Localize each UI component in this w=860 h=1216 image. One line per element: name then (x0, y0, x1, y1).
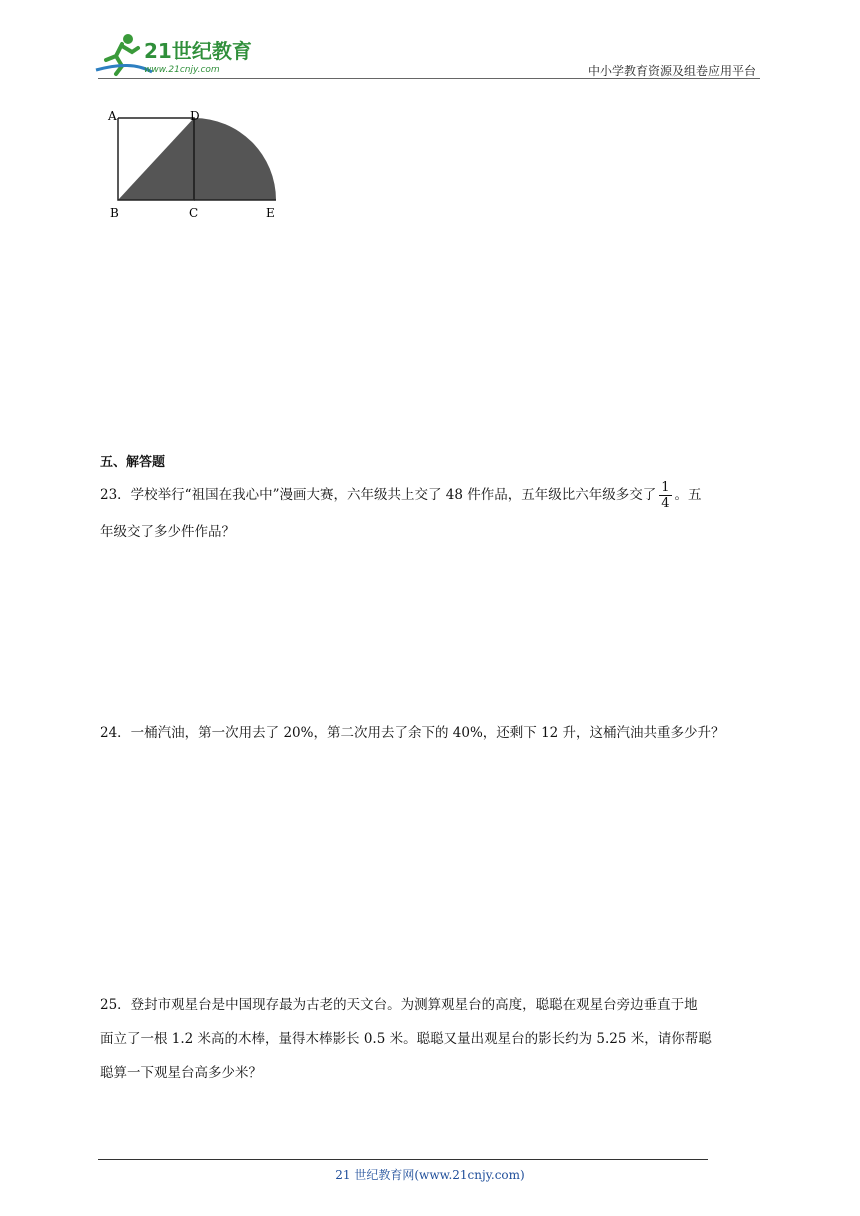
label-d: D (190, 109, 200, 123)
question-23-line2: 年级交了多少件作品？ (100, 524, 235, 540)
geometry-figure (104, 100, 284, 230)
logo-text: 21世纪教育 (144, 39, 252, 63)
label-b: B (110, 206, 119, 220)
question-23-line1 (100, 480, 702, 511)
question-25-line3: 聪算一下观星台高多少米？ (100, 1065, 262, 1081)
shaded-triangle (118, 118, 194, 200)
question-23-text-pre: 23．学校举行“祖国在我心中”漫画大赛，六年级共上交了 48 件作品，五年级比六年级多交了 (100, 487, 657, 503)
shaded-quarter-circle (194, 118, 276, 200)
header-divider (98, 78, 760, 79)
label-a: A (108, 109, 117, 123)
question-24-line1: 24．一桶汽油，第一次用去了 20%，第二次用去了余下的 40%，还剩下 12 升，这桶汽油共重多少升？ (100, 725, 725, 741)
site-logo (92, 30, 262, 78)
fraction-one-quarter (659, 480, 671, 511)
fraction-denominator: 4 (661, 496, 670, 511)
logo-url: www.21cnjy.com (144, 65, 220, 75)
section-title: 五、解答题 (100, 455, 166, 470)
page-header (0, 0, 860, 80)
question-25-line2: 面立了一根 1.2 米高的木棒，量得木棒影长 0.5 米。聪聪又量出观星台的影长约为 5.25 米，请你帮聪 (100, 1031, 712, 1047)
footer-link[interactable]: 21 世纪教育网(www.21cnjy.com) (335, 1168, 525, 1182)
question-23-text-post: 。五 (674, 487, 702, 503)
logo-head (123, 34, 133, 44)
platform-name: 中小学教育资源及组卷应用平台 (587, 64, 756, 78)
label-c: C (189, 206, 199, 220)
question-25-line1: 25．登封市观星台是中国现存最为古老的天文台。为测算观星台的高度，聪聪在观星台旁边垂直于地 (100, 997, 698, 1013)
fraction-numerator: 1 (661, 480, 670, 495)
label-e: E (266, 206, 275, 220)
logo-runner-icon (106, 44, 138, 74)
footer-divider (98, 1159, 708, 1160)
